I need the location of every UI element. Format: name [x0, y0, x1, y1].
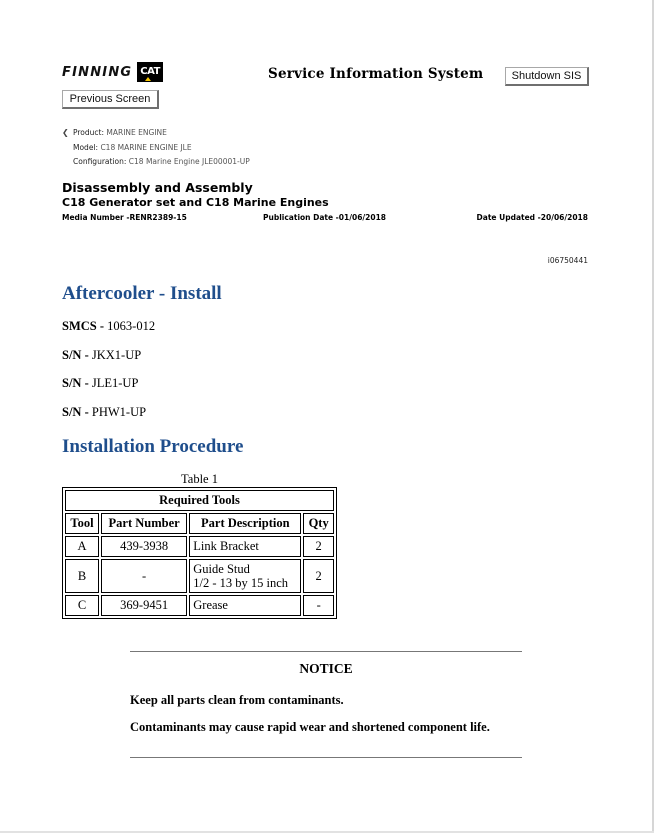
table-caption: Table 1: [181, 472, 218, 486]
part-number-cell: -: [101, 559, 187, 593]
document-id: i06750441: [547, 256, 588, 265]
table-header-row: [65, 513, 334, 534]
product-row[interactable]: [62, 126, 250, 141]
table-title-row: [65, 490, 334, 511]
tool-cell: B: [65, 559, 99, 593]
qty-cell: 2: [303, 559, 334, 593]
media-number: Media Number -RENR2389-15: [62, 213, 187, 222]
notice-top-rule: [130, 651, 522, 652]
chevron-left-icon[interactable]: ❮: [62, 128, 69, 137]
tool-cell: C: [65, 595, 99, 616]
document-title: Disassembly and Assembly: [62, 180, 253, 195]
part-description-line: 1/2 - 13 by 15 inch: [193, 576, 289, 590]
table-row: [65, 559, 334, 593]
product-value: MARINE ENGINE: [106, 128, 167, 137]
part-number-cell: 369-9451: [101, 595, 187, 616]
finning-cat-logo: [62, 62, 163, 82]
notice-text: Contaminants may cause rapid wear and shortened component life.: [130, 720, 490, 734]
notice-text: Keep all parts clean from contaminants.: [130, 693, 344, 707]
part-description-line: Guide Stud: [193, 562, 250, 576]
qty-cell: -: [303, 595, 334, 616]
configuration-value: C18 Marine Engine JLE00001-UP: [128, 157, 250, 166]
qty-cell: 2: [303, 536, 334, 557]
sn-label: S/N -: [62, 348, 89, 362]
sn-label: S/N -: [62, 376, 89, 390]
previous-screen-button[interactable]: Previous Screen: [62, 90, 159, 109]
table-row: [65, 595, 334, 616]
column-header-part-description: Part Description: [189, 513, 301, 534]
logo-wordmark: FINNING: [62, 64, 133, 80]
part-description-cell: Link Bracket: [189, 536, 301, 557]
model-label: Model:: [73, 142, 99, 152]
model-value: C18 MARINE ENGINE JLE: [100, 142, 192, 152]
part-description-cell: [189, 559, 301, 593]
product-breadcrumb: [62, 126, 250, 170]
column-header-part-number: Part Number: [101, 513, 187, 534]
document-subtitle: C18 Generator set and C18 Marine Engines: [62, 196, 329, 209]
serial-number-line: [62, 405, 146, 420]
smcs-label: SMCS -: [62, 319, 105, 333]
column-header-qty: Qty: [303, 513, 334, 534]
section-heading-installation: Installation Procedure: [62, 436, 244, 457]
shutdown-sis-button[interactable]: Shutdown SIS: [505, 67, 589, 86]
configuration-label: Configuration:: [73, 157, 127, 166]
sn-value: JKX1-UP: [91, 348, 142, 362]
smcs-value: 1063-012: [107, 319, 156, 333]
part-description-cell: Grease: [189, 595, 301, 616]
notice-title: NOTICE: [299, 661, 353, 676]
cat-badge: CAT: [137, 62, 163, 82]
product-label: Product:: [73, 128, 105, 137]
serial-number-line: [62, 376, 138, 391]
model-row: [62, 141, 250, 156]
column-header-tool: Tool: [65, 513, 99, 534]
table-row: [65, 536, 334, 557]
tool-cell: A: [65, 536, 99, 557]
date-updated: Date Updated -20/06/2018: [476, 213, 588, 222]
required-tools-table: [62, 487, 337, 619]
sn-label: S/N -: [62, 405, 89, 419]
notice-bottom-rule: [130, 757, 522, 758]
configuration-row: [62, 155, 250, 170]
serial-number-line: [62, 348, 141, 363]
app-title: Service Information System: [268, 66, 484, 82]
table-title: Required Tools: [65, 490, 334, 511]
part-number-cell: 439-3938: [101, 536, 187, 557]
section-heading-aftercooler: Aftercooler - Install: [62, 283, 222, 304]
sn-value: PHW1-UP: [91, 405, 147, 419]
smcs-line: [62, 319, 155, 334]
document-title-block: [62, 180, 329, 210]
sn-value: JLE1-UP: [91, 376, 139, 390]
cat-triangle-icon: [145, 77, 151, 81]
publication-date: Publication Date -01/06/2018: [263, 213, 387, 222]
